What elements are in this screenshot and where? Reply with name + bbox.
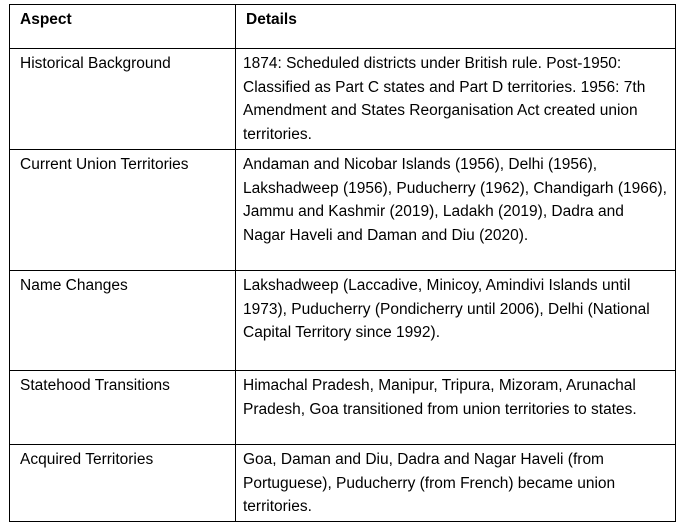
table-row	[10, 371, 676, 445]
details-cell: 1874: Scheduled districts under British rule. Post-1950: Classified as Part C states and Part D territories. 1956: 7th Amendment and States Reorganisation Act created union territories.	[236, 49, 676, 150]
table-header-row	[10, 5, 676, 49]
details-cell: Lakshadweep (Laccadive, Minicoy, Amindivi Islands until 1973), Puducherry (Pondicherry until 2006), Delhi (National Capital Territory since 1992).	[236, 271, 676, 371]
aspect-cell: Statehood Transitions	[10, 371, 236, 445]
aspect-cell: Name Changes	[10, 271, 236, 371]
details-cell: Andaman and Nicobar Islands (1956), Delhi (1956), Lakshadweep (1956), Puducherry (1962), Chandigarh (1966), Jammu and Kashmir (2019), Ladakh (2019), Dadra and Nagar Haveli and Daman and Diu (2020).	[236, 150, 676, 271]
table-row	[10, 445, 676, 522]
table-row	[10, 150, 676, 271]
header-details: Details	[236, 5, 676, 49]
details-cell: Goa, Daman and Diu, Dadra and Nagar Haveli (from Portuguese), Puducherry (from French) became union territories.	[236, 445, 676, 522]
aspect-cell: Acquired Territories	[10, 445, 236, 522]
table-row	[10, 49, 676, 150]
table-row	[10, 271, 676, 371]
aspect-cell: Current Union Territories	[10, 150, 236, 271]
aspect-cell: Historical Background	[10, 49, 236, 150]
details-cell: Himachal Pradesh, Manipur, Tripura, Mizoram, Arunachal Pradesh, Goa transitioned from union territories to states.	[236, 371, 676, 445]
union-territories-table	[9, 4, 676, 522]
header-aspect: Aspect	[10, 5, 236, 49]
document-table-container	[9, 4, 676, 522]
